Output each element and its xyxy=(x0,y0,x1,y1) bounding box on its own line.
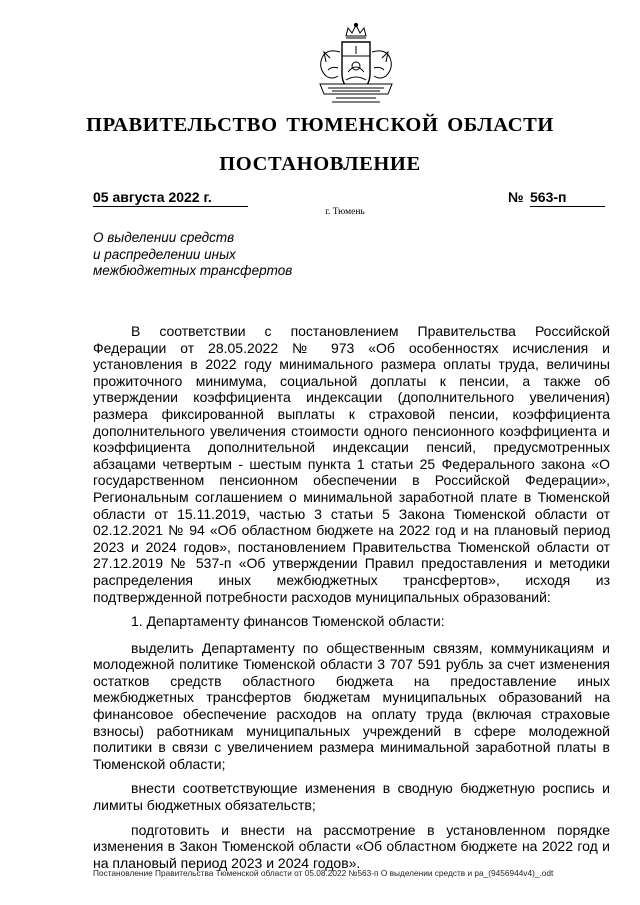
subject-line: О выделении средств xyxy=(93,230,235,245)
document-body xyxy=(93,323,610,879)
paragraph-law-amendment: подготовить и внести на рассмотрение в установленном порядке изменения в Закон Тюменской области «Об областном бюджете на 2022 год и на плановый период 2023 и 2024 годов». xyxy=(93,821,610,871)
subject-line: межбюджетных трансфертов xyxy=(93,263,293,278)
paragraph-budget-changes: внести соответствующие изменения в сводную бюджетную роспись и лимиты бюджетных обязательств; xyxy=(93,780,610,814)
paragraph-allocation: выделить Департаменту по общественным связям, коммуникациям и молодежной политике Тюменской области 3 707 591 рубль за счет изменения остатков средств областного бюджета на предоставление иных межбюджетных трансфертов бюджетам муниципальных образований на финансовое обеспечение расходов на оплату труда (включая страховые взносы) работникам муниципальных учреждений в сфере молодежной политики в связи с увеличением размера минимальной заработной платы в Тюменской области; xyxy=(93,639,610,772)
document-type: ПОСТАНОВЛЕНИЕ xyxy=(219,153,421,175)
page-footer: Постановление Правительства Тюменской области от 05.08.2022 №563-п О выделении средств и ра_(9456944v4)_.odt xyxy=(93,868,554,878)
document-date: 05 августа 2022 г. xyxy=(93,189,248,207)
document-number-prefix: № xyxy=(508,189,524,205)
city: г. Тюмень xyxy=(325,207,365,217)
document-number: 563-п xyxy=(530,189,605,207)
coat-of-arms-icon xyxy=(308,22,404,104)
paragraph-preamble: В соответствии с постановлением Правительства Российской Федерации от 28.05.2022 № 973 «Об особенностях исчисления и установления в 2022 году минимального размера оплаты труда, величины прожиточного минимума, социальной доплаты к пенсии, а также об утверждении коэффициента индексации (дополнительного увеличения) размера фиксированной выплаты к страховой пенсии, коэффициента дополнительного увеличения стоимости одного пенсионного коэффициента и коэффициента дополнительной индексации пенсий, предусмотренных абзацами четвертым - шестым пункта 1 статьи 25 Федерального закона «О государственном пенсионном обеспечении в Российской Федерации», Региональным соглашением о минимальной заработной плате в Тюменской области от 15.11.2019, частью 3 статьи 5 Закона Тюменской области от 02.12.2021 № 94 «Об областном бюджете на 2022 год и на плановый период 2023 и 2024 годов», постановлением Правительства Тюменской области от 27.12.2019 № 537-п «Об утверждении Правил предоставления и методики распределения иных межбюджетных трансфертов», исходя из подтвержденной потребности расходов муниципальных образований: xyxy=(93,323,610,605)
paragraph-item-1: 1. Департаменту финансов Тюменской области: xyxy=(131,613,445,630)
subject-line: и распределении иных xyxy=(93,246,236,262)
organization-title: ПРАВИТЕЛЬСТВО ТЮМЕНСКОЙ ОБЛАСТИ xyxy=(86,114,554,136)
document-subject xyxy=(93,230,353,280)
